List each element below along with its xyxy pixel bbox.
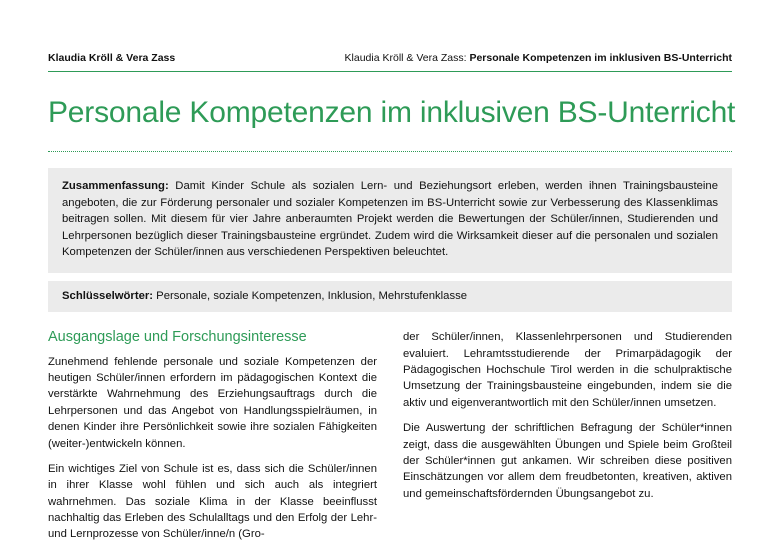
running-head — [48, 0, 732, 64]
body-columns — [48, 329, 732, 543]
page-title: Personale Kompetenzen im inklusiven BS-Unterricht — [48, 96, 736, 129]
paragraph: Zunehmend fehlende personale und soziale Kompetenzen der heutigen Schüler/innen erfordern im pädagogischen Kontext die verstärkte Wahrnehmung des Erziehungsauftrags durch die Lehrpersonen und das Angebot von Handlungsspielräumen, in denen Kinder ihre Persönlichkeit sowie ihre sozialen Fähigkeiten (weiter-)entwickeln können. — [48, 355, 377, 450]
section-heading-ausgangslage: Ausgangslage und Forschungsinteresse — [48, 329, 307, 346]
running-head-right — [345, 52, 732, 64]
running-head-authors: Klaudia Kröll & Vera Zass: — [344, 52, 470, 64]
abstract-box — [48, 168, 732, 273]
paragraph: der Schüler/innen, Klassenlehrpersonen und Studierenden evaluiert. Lehramtsstudierende der Primarpädagogik der Pädagogischen Hochschule Tirol werden in die schulpraktische Umsetzung der Trainingsbausteine eingebunden, indem sie die aktiv und eigenverantwortlich mit den Schüler/innen umsetzen. — [403, 331, 732, 409]
keywords-label: Schlüsselwörter: — [62, 289, 154, 302]
paragraph: Die Auswertung der schriftlichen Befragung der Schüler*innen zeigt, dass die ausgewählten Übungen und Spiele beim Großteil der Schüler*innen gut ankamen. Wir schreiben diese positiven Einschätzungen vor allem dem freudbetonten, kreativen, aktiven und gemeinschaftsfördernden Übungsangebot zu. — [403, 422, 732, 500]
running-head-title: Personale Kompetenzen im inklusiven BS-Unterricht — [469, 52, 732, 64]
paragraph: Ein wichtiges Ziel von Schule ist es, dass sich die Schüler/innen in ihrer Klasse wohl fühlen und sich auch als integriert wahrnehmen. Das soziale Klima in der Klasse beeinflusst nachhaltig das Erleben des Schulalltags und den Erfolg der Lehr- und Lernprozesse von Schüler/inne/n (Gro- — [48, 462, 377, 541]
keywords-text: Personale, soziale Kompetenzen, Inklusion, Mehrstufenklasse — [153, 289, 468, 302]
abstract-label: Zusammenfassung: — [62, 180, 169, 192]
title-dotted-rule — [48, 151, 732, 152]
header-rule — [48, 71, 732, 72]
abstract-text: Damit Kinder Schule als sozialen Lern- und Beziehungsort erleben, werden ihnen Trainingsbausteine angeboten, die zur Förderung personaler und sozialer Kompetenzen im BS-Unterricht sowie zur Verbesserung des Klassenklimas beitragen sollen. Mit diesem für vier Jahre anberaumten Projekt werden die Bewertungen der Schüler/innen, Studierenden und Lehrpersonen bezüglich dieser Trainingsbausteine ergründet. Zudem wird die Wirksamkeit dieser auf die personalen und sozialen Kompetenzen der Schüler/innen aus verschiedenen Perspektiven beleuchtet. — [62, 180, 718, 259]
left-column — [48, 329, 377, 543]
right-column — [403, 329, 732, 543]
running-head-left: Klaudia Kröll & Vera Zass — [48, 52, 176, 64]
keywords-box — [48, 281, 732, 312]
